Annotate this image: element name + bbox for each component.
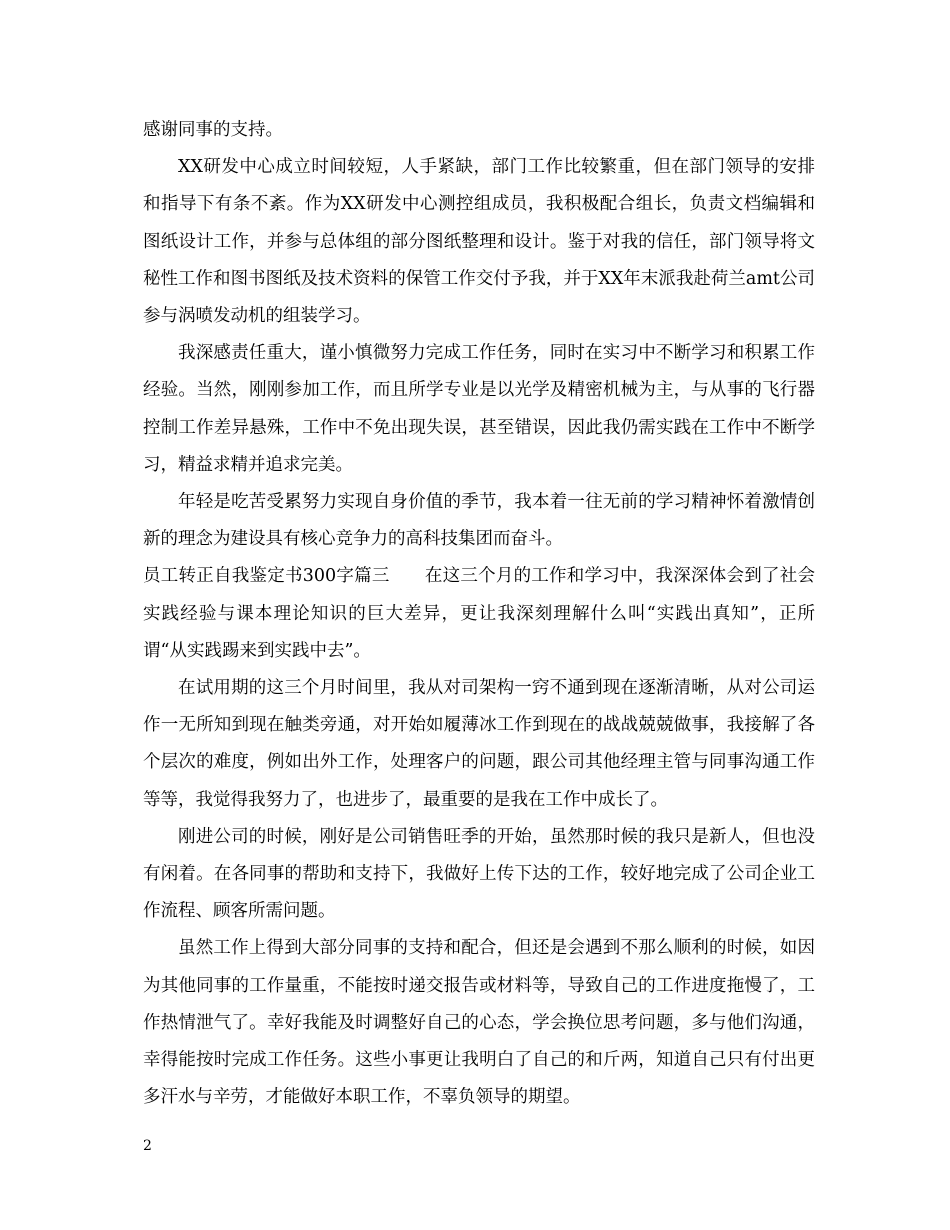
- section-paragraph: [143, 558, 815, 670]
- page-number: 2: [143, 1138, 152, 1154]
- paragraph-6: 刚进公司的时候，刚好是公司销售旺季的开始，虽然那时候的我只是新人，但也没有闲着。在各同事的帮助和支持下，我做好上传下达的工作，较好地完成了公司企业工作流程、顾客所需问题。: [143, 826, 815, 922]
- paragraph-1: 感谢同事的支持。: [143, 120, 283, 140]
- heading-gap: [390, 566, 425, 586]
- paragraph-2: XX研发中心成立时间较短，人手紧缺，部门工作比较繁重，但在部门领导的安排和指导下有条不紊。作为XX研发中心测控组成员，我积极配合组长，负责文档编辑和图纸设计工作，并参与总体组的部分图纸整理和设计。鉴于对我的信任，部门领导将文秘性工作和图书图纸及技术资料的保管工作交付予我，并于XX年末派我赴荷兰amt公司参与涡喷发动机的组装学习。: [143, 157, 815, 327]
- section-heading: 员工转正自我鉴定书300字篇三: [143, 566, 390, 587]
- paragraph-7: 虽然工作上得到大部分同事的支持和配合，但还是会遇到不那么顺利的时候，如因为其他同事的工作量重，不能按时递交报告或材料等，导致自己的工作进度拖慢了，工作热情泄气了。幸好我能及时调整好自己的心态，学会换位思考问题，多与他们沟通，幸得能按时完成工作任务。这些小事更让我明白了自己的和斤两，知道自己只有付出更多汗水与辛劳，才能做好本职工作，不辜负领导的期望。: [143, 938, 815, 1108]
- paragraph-3: 我深感责任重大，谨小慎微努力完成工作任务，同时在实习中不断学习和积累工作经验。当然，刚刚参加工作，而且所学专业是以光学及精密机械为主，与从事的飞行器控制工作差异悬殊，工作中不免出现失误，甚至错误，因此我仍需实践在工作中不断学习，精益求精并追求完美。: [143, 343, 815, 475]
- section-first-paragraph: 在这三个月的工作和学习中，我深深体会到了社会实践经验与课本理论知识的巨大差异，更让我深刻理解什么叫“实践出真知”，正所谓“从实践踢来到实践中去”。: [143, 566, 815, 661]
- document-body: [143, 112, 815, 1116]
- paragraph-5: 在试用期的这三个月时间里，我从对司架构一窍不通到现在逐渐清晰，从对公司运作一无所知到现在触类旁通，对开始如履薄冰工作到现在的战战兢兢做事，我接解了各个层次的难度，例如出外工作，处理客户的问题，跟公司其他经理主管与同事沟通工作等等，我觉得我努力了，也进步了，最重要的是我在工作中成长了。: [143, 678, 815, 810]
- paragraph-4: 年轻是吃苦受累努力实现自身价值的季节，我本着一往无前的学习精神怀着激情创新的理念为建设具有核心竞争力的高科技集团而奋斗。: [143, 492, 815, 550]
